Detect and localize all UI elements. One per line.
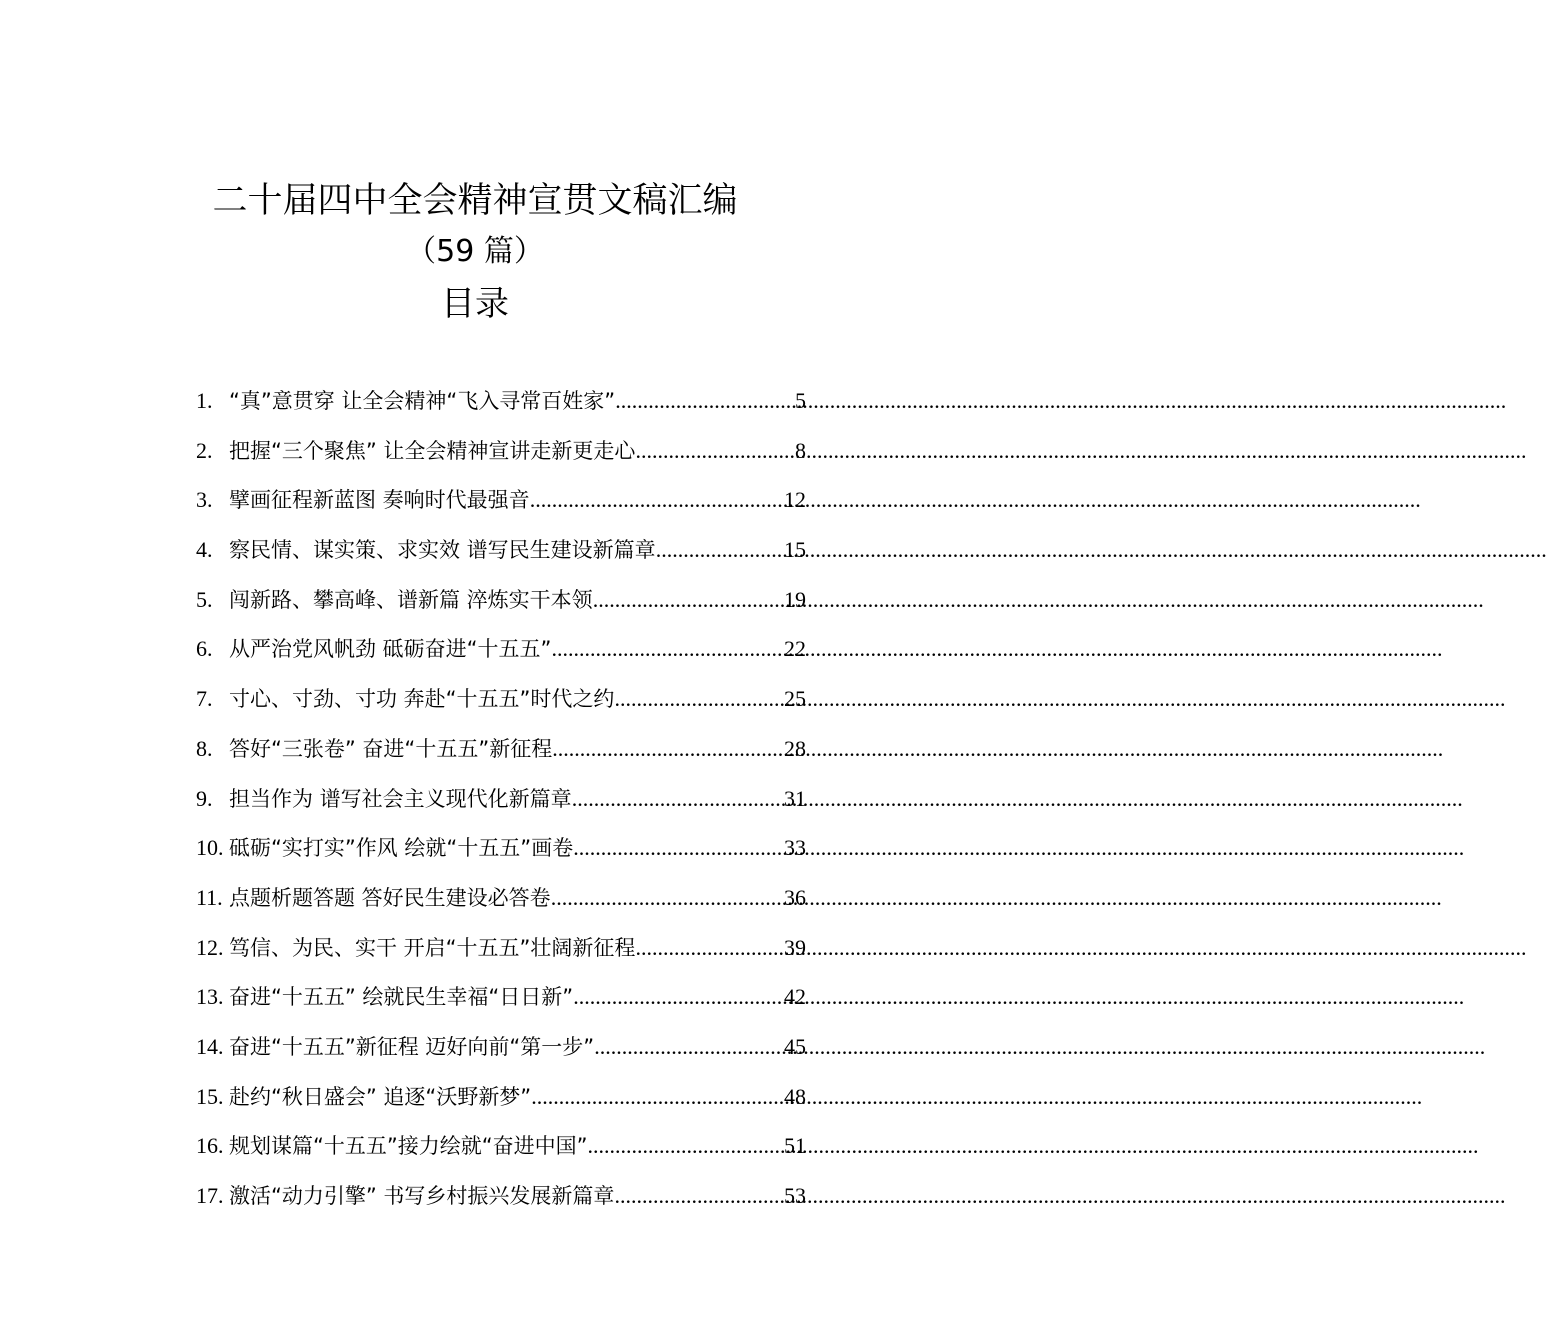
toc-entry[interactable] — [196, 575, 806, 625]
toc-entry-title: “真”意贯穿 让全会精神“飞入寻常百姓家” — [229, 389, 616, 413]
toc-leader-dots — [531, 1072, 784, 1122]
toc-entry-number: 5. — [196, 586, 213, 612]
toc-entry-page: 45 — [784, 1033, 806, 1059]
toc-entry-number: 17. — [196, 1183, 224, 1208]
toc-entry[interactable] — [196, 972, 806, 1022]
toc-entry-title: 赴约“秋日盛会” 追逐“沃野新梦” — [229, 1084, 532, 1109]
toc-entry-number: 4. — [196, 537, 213, 563]
toc-entry-number: 10. — [196, 835, 224, 861]
toc-entry[interactable] — [196, 1022, 806, 1072]
toc-entry-page: 51 — [784, 1133, 806, 1159]
toc-entry-page: 39 — [784, 934, 806, 960]
toc-leader-dots — [594, 1022, 784, 1072]
toc-entry-number: 6. — [196, 636, 213, 662]
toc-entry-page: 42 — [784, 984, 806, 1010]
toc-entry-number: 12. — [196, 934, 224, 960]
toc-entry[interactable] — [196, 426, 806, 476]
toc-entry-page: 53 — [784, 1183, 806, 1208]
toc-entry[interactable] — [196, 823, 806, 873]
toc-leader-dots — [572, 774, 784, 824]
toc-leader-dots — [588, 1121, 784, 1171]
toc-leader-dots — [551, 873, 784, 923]
toc-entry-page: 31 — [784, 785, 806, 811]
toc-entry-title: 担当作为 谱写社会主义现代化新篇章 — [229, 786, 572, 811]
toc-entry[interactable] — [196, 873, 806, 923]
toc-leader-dots — [614, 674, 784, 724]
toc-entry[interactable] — [196, 624, 806, 674]
toc-entry-page: 33 — [784, 835, 806, 861]
toc-leader-dots — [573, 823, 784, 873]
toc-entry[interactable] — [196, 525, 806, 575]
toc-entry-page: 12 — [784, 487, 806, 513]
toc-leader-dots — [635, 923, 784, 973]
toc-entry-title: 笃信、为民、实干 开启“十五五”壮阔新征程 — [229, 935, 636, 960]
toc-entry-page: 25 — [784, 686, 806, 712]
toc-leader-dots — [551, 624, 784, 674]
toc-entry-title: 把握“三个聚焦” 让全会精神宣讲走新更走心 — [229, 438, 636, 463]
toc-entry-title: 察民情、谋实策、求实效 谱写民生建设新篇章 — [229, 538, 656, 563]
toc-entry-page: 5 — [795, 388, 806, 413]
toc-entry[interactable] — [196, 674, 806, 724]
toc-entry-number: 13. — [196, 984, 224, 1010]
toc-leader-dots — [530, 475, 784, 525]
toc-leader-dots — [573, 972, 784, 1022]
toc-heading: 目录 — [441, 284, 509, 324]
toc-entry-title: 规划谋篇“十五五”接力绘就“奋进中国” — [229, 1134, 588, 1159]
toc-entry[interactable] — [196, 724, 806, 774]
toc-entry-number: 16. — [196, 1133, 224, 1159]
toc-entry-page: 48 — [784, 1083, 806, 1109]
toc-entry[interactable] — [196, 376, 806, 426]
toc-entry-number: 2. — [196, 437, 213, 463]
toc-entry-title: 从严治党风帆劲 砥砺奋进“十五五” — [229, 637, 552, 662]
toc-entry[interactable] — [196, 475, 806, 525]
toc-entry-page: 15 — [784, 537, 806, 563]
toc-entry[interactable] — [196, 1121, 806, 1171]
toc-entry-number: 14. — [196, 1033, 224, 1059]
toc-entry[interactable] — [196, 1171, 806, 1221]
toc-entry-title: 奋进“十五五” 绘就民生幸福“日日新” — [229, 985, 574, 1010]
toc-leader-dots — [614, 1171, 784, 1221]
toc-entry-number: 8. — [196, 735, 213, 761]
toc-entry-title: 奋进“十五五”新征程 迈好向前“第一步” — [229, 1034, 595, 1059]
toc-entry-number: 11. — [196, 884, 223, 910]
title-block — [0, 176, 950, 330]
toc-leader-dots — [615, 376, 795, 426]
toc-entry-title: 点题析题答题 答好民生建设必答卷 — [229, 885, 551, 910]
toc-entry-page: 19 — [784, 586, 806, 612]
toc-entry-page: 22 — [784, 636, 806, 662]
toc-entry-title: 激活“动力引擎” 书写乡村振兴发展新篇章 — [229, 1184, 615, 1208]
toc-entry-title: 寸心、寸劲、寸功 奔赴“十五五”时代之约 — [229, 687, 615, 712]
toc-entry-number: 15. — [196, 1083, 224, 1109]
toc-leader-dots — [635, 426, 795, 476]
toc-entry-number: 9. — [196, 785, 213, 811]
toc-entry[interactable] — [196, 923, 806, 973]
document-count: （59 篇） — [406, 234, 544, 269]
toc-entry-title: 答好“三张卷” 奋进“十五五”新征程 — [229, 736, 553, 761]
toc-entry-number: 1. — [196, 388, 213, 413]
toc-entry-page: 36 — [784, 884, 806, 910]
toc-entry-title: 闯新路、攀高峰、谱新篇 淬炼实干本领 — [229, 587, 593, 612]
toc-leader-dots — [552, 724, 784, 774]
toc-list — [196, 376, 806, 1221]
document-title: 二十届四中全会精神宣贯文稿汇编 — [212, 181, 738, 221]
toc-entry-number: 3. — [196, 487, 213, 513]
toc-leader-dots — [593, 575, 784, 625]
toc-entry-number: 7. — [196, 686, 213, 712]
toc-entry-page: 8 — [795, 437, 806, 463]
toc-leader-dots — [656, 525, 784, 575]
toc-entry-title: 砥砺“实打实”作风 绘就“十五五”画卷 — [229, 836, 574, 861]
toc-entry[interactable] — [196, 1072, 806, 1122]
toc-entry-title: 擘画征程新蓝图 奏响时代最强音 — [229, 488, 530, 513]
toc-entry-page: 28 — [784, 735, 806, 761]
toc-entry[interactable] — [196, 774, 806, 824]
